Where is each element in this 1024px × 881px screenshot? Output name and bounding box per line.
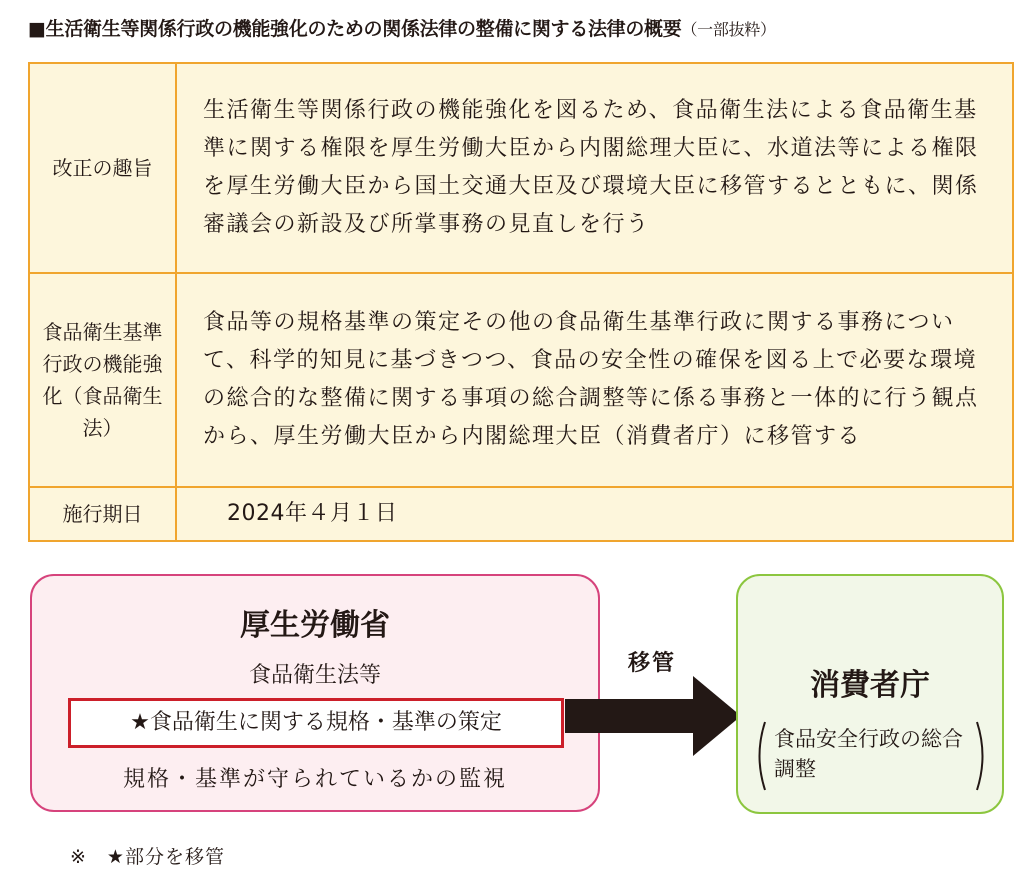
destination-agency-name: 消費者庁 [810, 668, 930, 703]
row-text-food-sanitation: 食品等の規格基準の策定その他の食品衛生基準行政に関する事務について、科学的知見に基づきつつ、食品の安全性の確保を図る上で必要な環境の総合的な整備に関する事項の総合調整等に係る事務と一体的に行う観点から、厚生労働大臣から内閣総理大臣（消費者庁）に移管する [176, 273, 1013, 487]
page-title-main: ■生活衛生等関係行政の機能強化のための関係法律の整備に関する法律の概要 [28, 18, 682, 40]
page-title [28, 14, 1018, 41]
source-ministry-name: 厚生労働省 [240, 608, 390, 643]
monitoring-item: 規格・基準が守られているかの監視 [122, 767, 507, 792]
page-title-subtitle: （一部抜粋） [681, 20, 776, 39]
transfer-label: 移管 [628, 651, 677, 676]
footnote: ※ ★部分を移管 [70, 846, 225, 868]
row-label-effective-date: 施行期日 [29, 487, 176, 541]
destination-agency-box [736, 574, 1004, 814]
left-paren-icon [752, 720, 768, 792]
highlighted-item: ★食品衛生に関する規格・基準の策定 [68, 698, 564, 748]
source-ministry-box [30, 574, 600, 812]
row-text-effective-date: 2024年４月１日 [176, 487, 1013, 541]
law-summary-table [28, 62, 1014, 542]
row-text-purpose: 生活衛生等関係行政の機能強化を図るため、食品衛生法による食品衛生基準に関する権限を厚生労働大臣から内閣総理大臣に、水道法等による権限を厚生労働大臣から国土交通大臣及び環境大臣に移管するとともに、関係審議会の新設及び所掌事務の見直しを行う [176, 63, 1013, 273]
table-row [29, 487, 1013, 541]
row-label-purpose: 改正の趣旨 [29, 63, 176, 273]
source-law: 食品衛生法等 [248, 663, 381, 688]
table-row [29, 273, 1013, 487]
row-label-food-sanitation: 食品衛生基準行政の機能強化（食品衛生法） [29, 273, 176, 487]
table-row [29, 63, 1013, 273]
destination-role: 食品安全行政の総合調整 [774, 727, 963, 781]
right-paren-icon [974, 720, 990, 792]
transfer-arrow-icon [565, 676, 741, 756]
